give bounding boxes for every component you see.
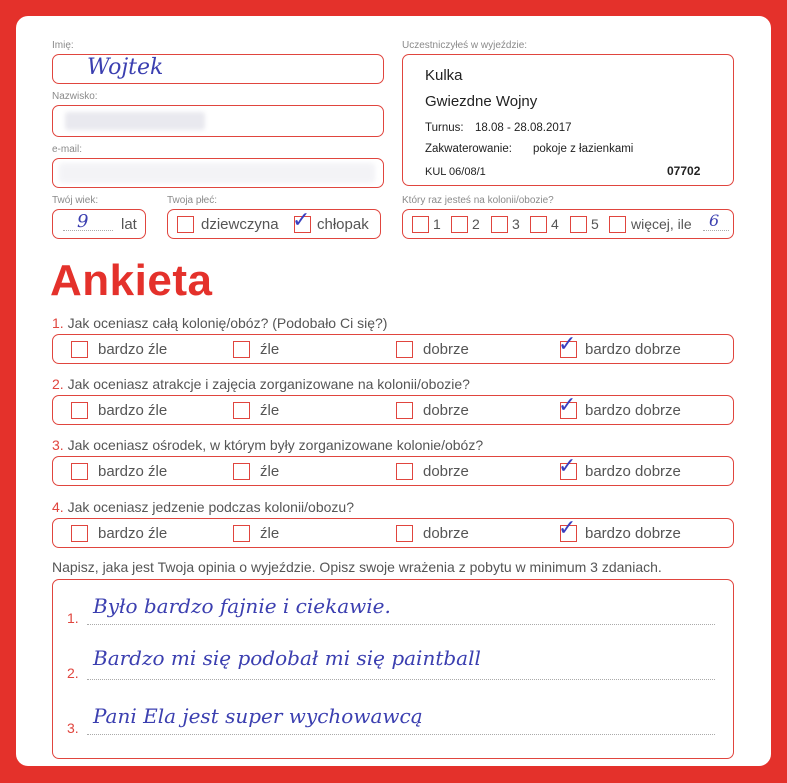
gender-option-boy: chłopak	[317, 216, 369, 233]
question-4: 4. Jak oceniasz jedzenie podczas kolonii/obozu?	[52, 499, 354, 515]
surname-label: Nazwisko:	[52, 91, 98, 102]
question-2-options	[52, 395, 734, 425]
surname-field[interactable]	[52, 105, 384, 137]
q2-checkbox-good[interactable]	[396, 402, 413, 419]
q3-option-very-bad: bardzo źle	[98, 463, 168, 480]
q4-option-very-bad: bardzo źle	[98, 525, 168, 542]
question-1-options	[52, 334, 734, 364]
opinion-line-2: Bardzo mi się podobał mi się paintball	[93, 646, 481, 670]
q3-option-bad: źle	[260, 463, 280, 480]
q1-checkbox-bad[interactable]	[233, 341, 250, 358]
q2-option-good: dobrze	[423, 402, 469, 419]
gender-checkbox-girl[interactable]	[177, 216, 194, 233]
q4-check-icon: ✓	[558, 516, 577, 541]
times-label: Który raz jesteś na kolonii/obozie?	[402, 195, 554, 206]
zakwaterowanie-label: Zakwaterowanie:	[425, 143, 512, 155]
name-label: Imię:	[52, 40, 74, 51]
gender-option-girl: dziewczyna	[201, 216, 279, 233]
times-checkbox-3[interactable]	[491, 216, 508, 233]
trip-code: KUL 06/08/1	[425, 166, 486, 178]
question-3-options	[52, 456, 734, 486]
q2-option-very-good: bardzo dobrze	[585, 402, 681, 419]
times-checkbox-more[interactable]	[609, 216, 626, 233]
q4-option-good: dobrze	[423, 525, 469, 542]
q1-checkbox-good[interactable]	[396, 341, 413, 358]
gender-boy-check-icon: ✓	[292, 208, 311, 233]
email-field[interactable]	[52, 158, 384, 188]
name-field[interactable]	[52, 54, 384, 84]
trip-box	[402, 54, 734, 186]
trip-label: Uczestniczyłeś w wyjeździe:	[402, 40, 528, 51]
q2-option-very-bad: bardzo źle	[98, 402, 168, 419]
q3-checkbox-good[interactable]	[396, 463, 413, 480]
q2-checkbox-very-bad[interactable]	[71, 402, 88, 419]
opinion-line-1-num: 1.	[67, 610, 79, 626]
turnus-label: Turnus:	[425, 122, 464, 134]
trip-number: 07702	[667, 164, 701, 178]
email-label: e-mail:	[52, 144, 83, 155]
age-unit: lat	[121, 216, 137, 233]
trip-theme: Gwiezdne Wojny	[425, 93, 538, 110]
survey-sheet	[16, 16, 771, 766]
q4-option-very-good: bardzo dobrze	[585, 525, 681, 542]
age-label: Twój wiek:	[52, 195, 99, 206]
q3-checkbox-bad[interactable]	[233, 463, 250, 480]
age-value: 9	[77, 211, 89, 232]
times-option-3: 3	[512, 216, 520, 232]
email-redacted	[59, 163, 375, 183]
question-3: 3. Jak oceniasz ośrodek, w którym były zorganizowane kolonie/obóz?	[52, 437, 484, 453]
trip-name: Kulka	[425, 67, 463, 84]
times-option-2: 2	[472, 216, 480, 232]
q4-checkbox-bad[interactable]	[233, 525, 250, 542]
opinion-line-3: Pani Ela jest super wychowawcą	[93, 704, 423, 728]
q1-option-bad: źle	[260, 341, 280, 358]
question-1: 1. Jak oceniasz całą kolonię/obóz? (Podobało Ci się?)	[52, 315, 388, 331]
q1-option-very-bad: bardzo źle	[98, 341, 168, 358]
gender-label: Twoja płeć:	[167, 195, 218, 206]
times-field	[402, 209, 734, 239]
q3-check-icon: ✓	[558, 454, 577, 479]
question-4-options	[52, 518, 734, 548]
opinion-box[interactable]	[52, 579, 734, 759]
q3-option-very-good: bardzo dobrze	[585, 463, 681, 480]
q1-checkbox-very-bad[interactable]	[71, 341, 88, 358]
q4-checkbox-very-bad[interactable]	[71, 525, 88, 542]
q2-checkbox-bad[interactable]	[233, 402, 250, 419]
times-value: 6	[709, 211, 720, 230]
survey-title: Ankieta	[50, 256, 213, 305]
zakwaterowanie-value: pokoje z łazienkami	[533, 143, 634, 155]
opinion-line-1: Było bardzo fajnie i ciekawie.	[93, 594, 391, 618]
name-value: Wojtek	[87, 55, 164, 80]
opinion-line-2-num: 2.	[67, 665, 79, 681]
times-option-4: 4	[551, 216, 559, 232]
q1-option-good: dobrze	[423, 341, 469, 358]
q1-option-very-good: bardzo dobrze	[585, 341, 681, 358]
question-2: 2. Jak oceniasz atrakcje i zajęcia zorganizowane na kolonii/obozie?	[52, 376, 470, 392]
q2-option-bad: źle	[260, 402, 280, 419]
q4-option-bad: źle	[260, 525, 280, 542]
times-checkbox-5[interactable]	[570, 216, 587, 233]
age-field[interactable]	[52, 209, 146, 239]
q3-checkbox-very-bad[interactable]	[71, 463, 88, 480]
opinion-line-3-num: 3.	[67, 720, 79, 736]
times-checkbox-4[interactable]	[530, 216, 547, 233]
surname-redacted	[65, 112, 205, 130]
q4-checkbox-good[interactable]	[396, 525, 413, 542]
times-option-1: 1	[433, 216, 441, 232]
times-option-more: więcej, ile	[631, 216, 692, 232]
times-checkbox-2[interactable]	[451, 216, 468, 233]
q1-check-icon: ✓	[558, 332, 577, 357]
opinion-prompt: Napisz, jaka jest Twoja opinia o wyjeździe. Opisz swoje wrażenia z pobytu w minimum 3 zdaniach.	[52, 559, 662, 575]
q2-check-icon: ✓	[558, 393, 577, 418]
turnus-value: 18.08 - 28.08.2017	[475, 122, 572, 134]
times-checkbox-1[interactable]	[412, 216, 429, 233]
times-option-5: 5	[591, 216, 599, 232]
gender-field	[167, 209, 381, 239]
q3-option-good: dobrze	[423, 463, 469, 480]
